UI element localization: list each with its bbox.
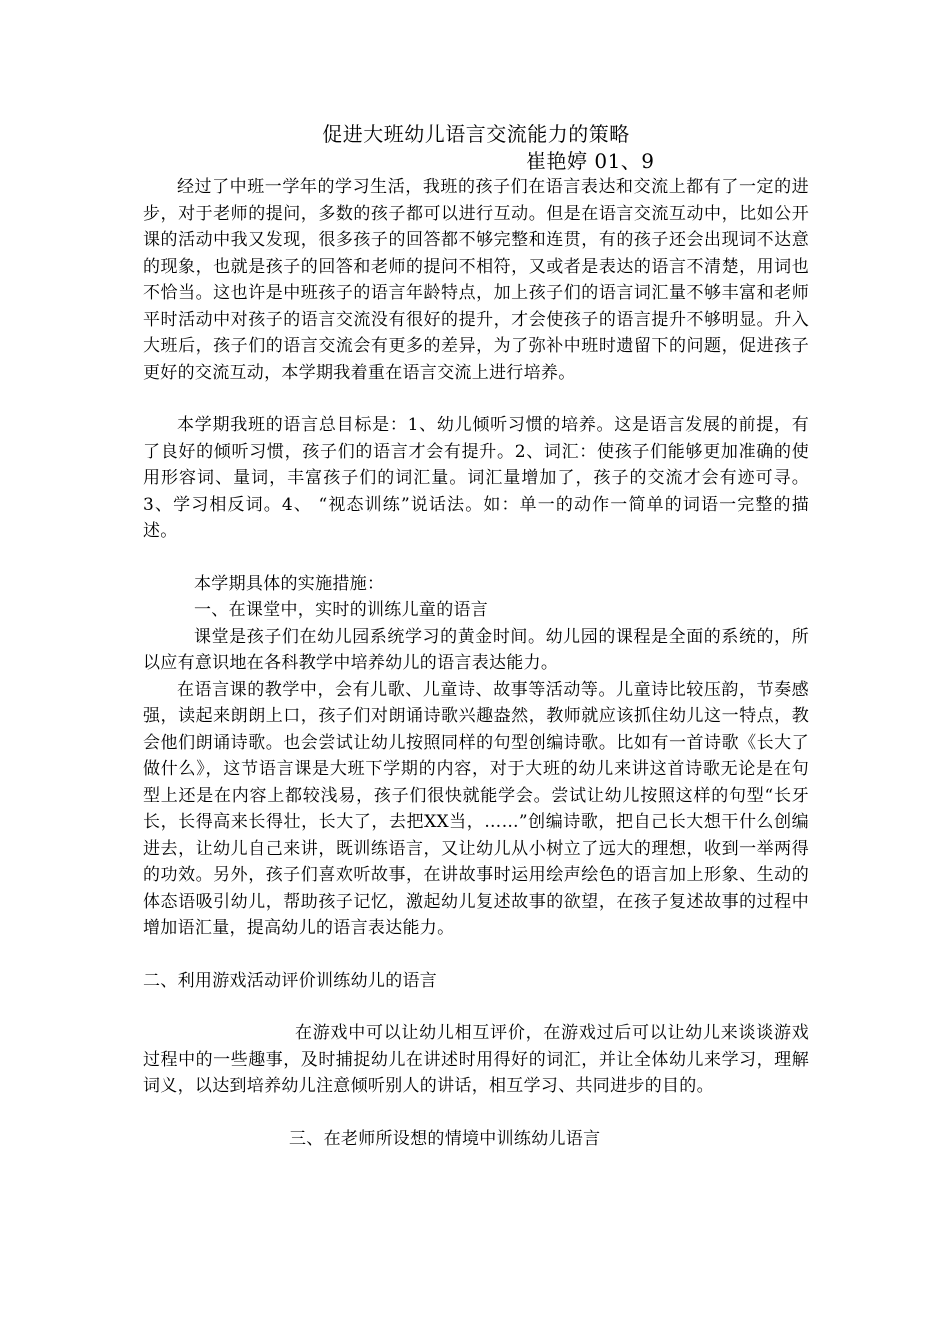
document-title: 促进大班幼儿语言交流能力的策略 [322, 122, 630, 146]
paragraph-measures-heading: 本学期具体的实施措施： [194, 573, 385, 594]
section-heading-2: 二、利用游戏活动评价训练幼儿的语言 [143, 970, 438, 991]
paragraph-language-class: 在语言课的教学中，会有儿歌、儿童诗、故事等活动等。儿童诗比较压韵，节奏感强，读起来朗朗上口，孩子们对朗诵诗歌兴趣盎然，教师就应该抓住幼儿这一特点，教会他们朗诵诗歌。也会尝试让幼儿按照同样的句型创编诗歌。比如有一首诗歌《长大了做什么》，这节语言课是大班下学期的内容，对于大班的幼儿来讲这首诗歌无论是在句型上还是在内容上都较浅易，孩子们很快就能学会。尝试让幼儿按照这样的句型“长牙长，长得高来长得壮，长大了，去把XX当，……”创编诗歌，把自己长大想干什么创编进去，让幼儿自己来讲，既训练语言，又让幼儿从小树立了远大的理想，收到一举两得的功效。另外，孩子们喜欢听故事，在讲故事时运用绘声绘色的语言加上形象、生动的体态语吸引幼儿，帮助孩子记忆，激起幼儿复述故事的欲望，在孩子复述故事的过程中增加语汇量，提高幼儿的语言表达能力。 [143, 679, 809, 938]
paragraph-game-evaluation: 在游戏中可以让幼儿相互评价，在游戏过后可以让幼儿来谈谈游戏过程中的一些趣事，及时捕捉幼儿在讲述时用得好的词汇，并让全体幼儿来学习，理解词义，以达到培养幼儿注意倾听别人的讲话，相互学习、共同进步的目的。 [143, 1023, 809, 1096]
document-body [143, 120, 809, 1152]
section-heading-3: 三、在老师所设想的情境中训练幼儿语言 [289, 1128, 601, 1149]
paragraph-gap [143, 942, 809, 968]
paragraph-goals: 本学期我班的语言总目标是：1、幼儿倾听习惯的培养。这是语言发展的前提，有了良好的倾听习惯，孩子们的语言才会有提升。2、词汇：使孩子们能够更加准确的使用形容词、量词，丰富孩子们的词汇量。词汇量增加了，孩子的交流才会有迹可寻。3、学习相反词。4、 “视态训练”说话法。如：单一的动作一简单的词语一完整的描述。 [143, 415, 809, 541]
paragraph-gap [143, 994, 809, 1020]
paragraph-gap [143, 386, 809, 412]
paragraph-intro: 经过了中班一学年的学习生活，我班的孩子们在语言表达和交流上都有了一定的进步，对于老师的提问，多数的孩子都可以进行互动。但是在语言交流互动中，比如公开课的活动中我又发现，很多孩子的回答都不够完整和连贯，有的孩子还会出现词不达意的现象，也就是孩子的回答和老师的提问不相符，又或者是表达的语言不清楚，用词也不恰当。这也许是中班孩子的语言年龄特点，加上孩子们的语言词汇量不够丰富和老师平时活动中对孩子的语言交流没有很好的提升，才会使孩子的语言提升不够明显。升入大班后，孩子们的语言交流会有更多的差异，为了弥补中班时遗留下的问题，促进孩子更好的交流互动，本学期我着重在语言交流上进行培养。 [143, 177, 809, 383]
section-heading-1: 一、在课堂中，实时的训练儿童的语言 [194, 600, 489, 620]
paragraph-classroom: 课堂是孩子们在幼儿园系统学习的黄金时间。幼儿园的课程是全面的系统的，所以应有意识地在各科教学中培养幼儿的语言表达能力。 [143, 626, 809, 673]
paragraph-gap [143, 545, 809, 571]
author-line: 崔艳婷 01、9 [526, 149, 655, 173]
paragraph-gap [143, 1100, 809, 1126]
